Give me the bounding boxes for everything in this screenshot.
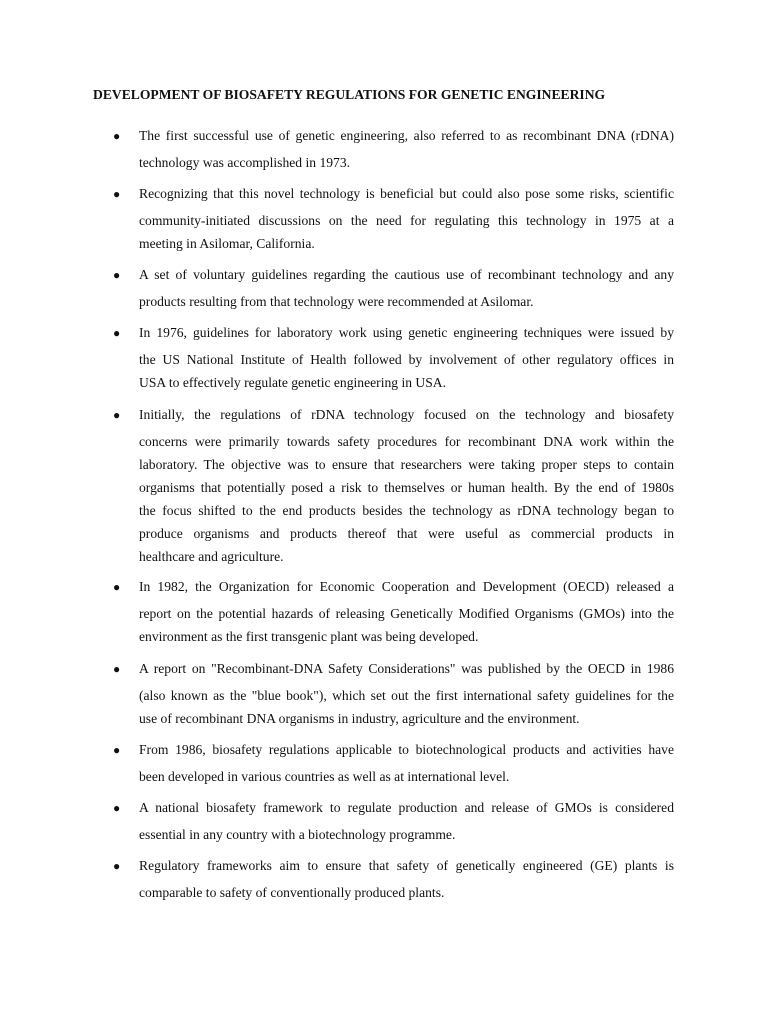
text-line: products resulting from that technology were recommended at Asilomar. [139, 294, 534, 309]
text-line: use of recombinant DNA organisms in industry, agriculture and the environment. [139, 711, 580, 726]
text-line: the focus shifted to the end products besides the technology as rDNA technology began to [139, 503, 674, 518]
text-line: the US National Institute of Health followed by involvement of other regulatory offices in [139, 352, 674, 367]
bullet-dot-icon: ● [113, 662, 121, 676]
text-line: A set of voluntary guidelines regarding the cautious use of recombinant technology and any [139, 267, 674, 282]
list-item-text [139, 322, 674, 395]
text-line: A national biosafety framework to regulate production and release of GMOs is considered [139, 800, 674, 815]
text-line: Initially, the regulations of rDNA technology focused on the technology and biosafety [139, 407, 674, 422]
bullet-dot-icon: ● [113, 408, 121, 422]
text-line: In 1982, the Organization for Economic Cooperation and Development (OECD) released a [139, 579, 674, 594]
text-line: meeting in Asilomar, California. [139, 236, 315, 251]
list-item-text [139, 576, 674, 649]
list-item-text [139, 739, 674, 789]
list-item-text [139, 183, 674, 256]
bullet-dot-icon: ● [113, 187, 121, 201]
text-line: (also known as the "blue book"), which set out the first international safety guidelines for the [139, 688, 674, 703]
text-line: comparable to safety of conventionally produced plants. [139, 885, 445, 900]
bullet-dot-icon: ● [113, 129, 121, 143]
text-line: From 1986, biosafety regulations applicable to biotechnological products and activities have [139, 742, 674, 757]
text-line: report on the potential hazards of releasing Genetically Modified Organisms (GMOs) into the [139, 606, 674, 621]
text-line: community-initiated discussions on the need for regulating this technology in 1975 at a [139, 213, 674, 228]
bullet-dot-icon: ● [113, 801, 121, 815]
text-line: essential in any country with a biotechnology programme. [139, 827, 456, 842]
document-title: DEVELOPMENT OF BIOSAFETY REGULATIONS FOR GENETIC ENGINEERING [93, 87, 606, 102]
text-line: laboratory. The objective was to ensure that researchers were taking proper steps to contain [139, 457, 674, 472]
text-line: In 1976, guidelines for laboratory work using genetic engineering techniques were issued by [139, 325, 674, 340]
list-item-text [139, 855, 674, 905]
bullet-dot-icon: ● [113, 859, 121, 873]
list-item-text [139, 658, 674, 731]
bullet-dot-icon: ● [113, 580, 121, 594]
bullet-dot-icon: ● [113, 743, 121, 757]
text-line: Recognizing that this novel technology is beneficial but could also pose some risks, scientific [139, 186, 674, 201]
list-item-text [139, 264, 674, 314]
text-line: A report on "Recombinant-DNA Safety Considerations" was published by the OECD in 1986 [139, 661, 674, 676]
text-line: The first successful use of genetic engineering, also referred to as recombinant DNA (rDNA) [139, 128, 674, 143]
text-line: USA to effectively regulate genetic engineering in USA. [139, 375, 447, 390]
text-line: technology was accomplished in 1973. [139, 155, 351, 170]
text-line: Regulatory frameworks aim to ensure that safety of genetically engineered (GE) plants is [139, 858, 674, 873]
text-line: environment as the first transgenic plant was being developed. [139, 629, 479, 644]
bullet-dot-icon: ● [113, 268, 121, 282]
list-item-text [139, 797, 674, 847]
text-line: produce organisms and products thereof that were useful as commercial products in [139, 526, 674, 541]
text-line: been developed in various countries as well as at international level. [139, 769, 510, 784]
text-line: concerns were primarily towards safety procedures for recombinant DNA work within the [139, 434, 674, 449]
text-line: healthcare and agriculture. [139, 549, 284, 564]
list-item-text [139, 125, 674, 175]
list-item-text [139, 404, 674, 569]
text-line: organisms that potentially posed a risk to themselves or human health. By the end of 1980s [139, 480, 674, 495]
bullet-dot-icon: ● [113, 326, 121, 340]
